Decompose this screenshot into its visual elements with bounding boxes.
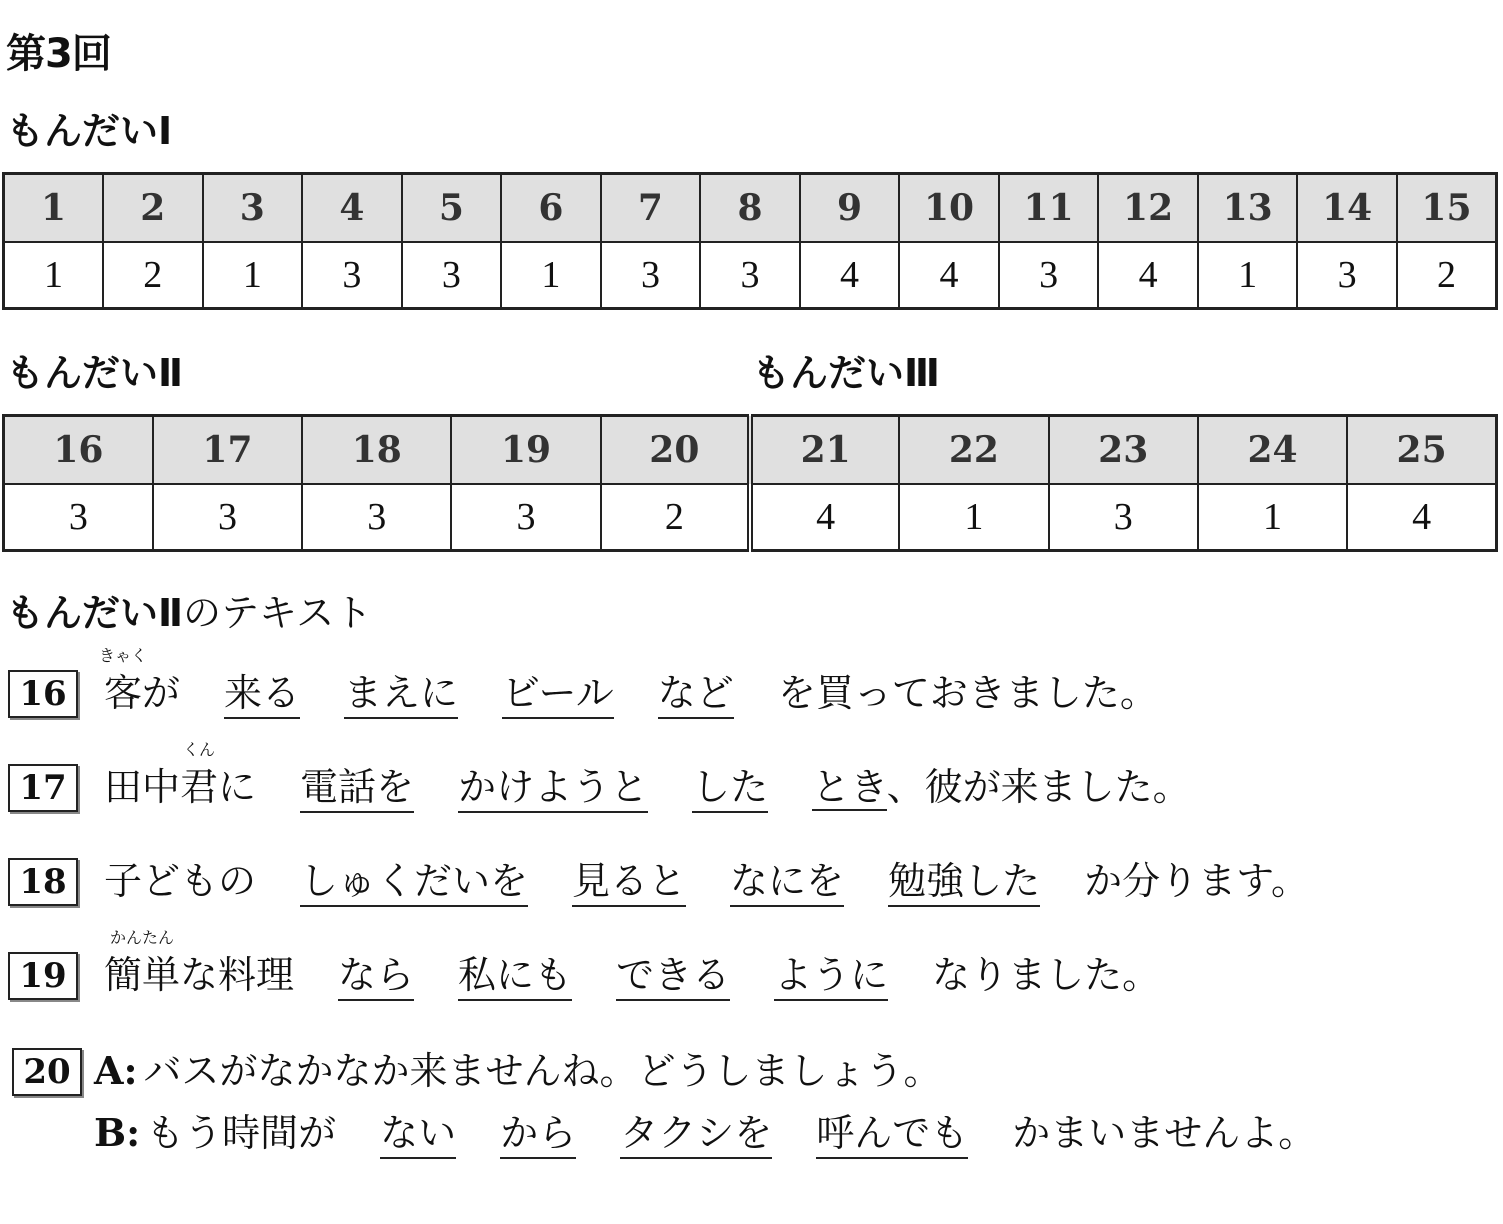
choice-2: 私にも [458, 951, 572, 1001]
answer-cell-5: 3 [402, 242, 502, 309]
answer-cell-4: 3 [451, 484, 600, 551]
question-number-box: 18 [8, 858, 78, 906]
answer-cell-8: 3 [700, 242, 800, 309]
question-number-cell-4: 19 [451, 416, 600, 485]
sentence-tail: か分ります。 [1084, 859, 1310, 903]
question-number-cell-1: 16 [4, 416, 153, 485]
answer-cell-10: 4 [899, 242, 999, 309]
answer-cell-9: 4 [800, 242, 900, 309]
answer-cell-14: 3 [1297, 242, 1397, 309]
choice-3: ビール [502, 669, 614, 719]
text-title-bold: もんだいⅡ [6, 591, 184, 635]
question-number-cell-8: 23 [1049, 416, 1198, 485]
answer-cell-9: 1 [1198, 484, 1347, 551]
ruby [98, 646, 148, 722]
mondai3-title: もんだいⅢ [752, 351, 940, 395]
sentence [104, 852, 1309, 910]
answer-cell-7: 3 [601, 242, 701, 309]
lead-rest: が [142, 671, 181, 715]
question-number-cell-3: 18 [302, 416, 451, 485]
question-number-cell-10: 25 [1347, 416, 1496, 485]
answer-cell-6: 1 [501, 242, 601, 309]
question-number-cell-5: 5 [402, 174, 502, 243]
ruby-base: 客 [104, 671, 143, 715]
question-number-cell-3: 3 [203, 174, 303, 243]
choice-4: とき [812, 765, 887, 809]
choice-3: できる [616, 951, 730, 1001]
sentence-tail: 、彼が来ました。 [886, 765, 1191, 809]
question-number-cell-9: 9 [800, 174, 900, 243]
question-number-cell-2: 2 [103, 174, 203, 243]
mondai1-title: もんだいⅠ [6, 109, 173, 153]
choice-1: 来る [224, 669, 300, 719]
answer-cell-7: 1 [899, 484, 1048, 551]
question-number-cell-6: 6 [501, 174, 601, 243]
choice-4: ように [774, 951, 888, 1001]
choice-2: まえに [344, 669, 458, 719]
answer-cell-3: 3 [302, 484, 451, 551]
answer-cell-6: 4 [750, 484, 899, 551]
question-number-cell-1: 1 [4, 174, 104, 243]
question-number-cell-4: 4 [302, 174, 402, 243]
ruby-base: 君 [180, 765, 219, 809]
choice-3: なにを [730, 857, 844, 907]
choice-4: など [658, 669, 734, 719]
question-number-cell-13: 13 [1198, 174, 1298, 243]
question-number-cell-5: 20 [601, 416, 750, 485]
page-title: 第3回 [6, 31, 111, 77]
answer-cell-5: 2 [601, 484, 750, 551]
choice-1: 電話を [300, 763, 414, 813]
line-a-text: バスがなかなか来ませんね。どうしましょう。 [143, 1049, 942, 1093]
sentence [98, 646, 1158, 722]
question-number-cell-14: 14 [1297, 174, 1397, 243]
mondai2-title: もんだいⅡ [6, 351, 184, 395]
text-section-title [6, 582, 372, 637]
question-number-cell-8: 8 [700, 174, 800, 243]
speaker-a: A: [94, 1048, 138, 1093]
question-number-cell-15: 15 [1397, 174, 1497, 243]
sentence [104, 740, 1191, 816]
lead-rest: な料理 [180, 953, 295, 997]
mondai1-answer-table [2, 172, 1498, 310]
sentence-lead: もう時間が [146, 1111, 337, 1155]
answer-row [4, 242, 1497, 309]
answer-row [4, 484, 1497, 551]
choice-2: から [500, 1109, 576, 1159]
sentence-lead [104, 740, 257, 816]
ruby-reading: くん [183, 740, 216, 759]
question-number-cell-9: 24 [1198, 416, 1347, 485]
ruby [104, 928, 181, 1004]
sentence [104, 928, 1161, 1004]
question-number-row [4, 174, 1497, 243]
question-number-cell-6: 21 [750, 416, 899, 485]
dialogue-line-a [94, 1042, 942, 1100]
sentence-lead: 子どもの [104, 859, 257, 903]
answer-cell-2: 2 [103, 242, 203, 309]
sentence-lead [98, 646, 181, 722]
question-number-box: 16 [8, 670, 78, 718]
choice-4: 勉強した [888, 857, 1040, 907]
answer-cell-12: 4 [1098, 242, 1198, 309]
question-number-box: 17 [8, 764, 78, 812]
answer-cell-2: 3 [153, 484, 302, 551]
answer-cell-3: 1 [203, 242, 303, 309]
question-number-box: 19 [8, 952, 78, 1000]
choice-3: した [692, 763, 768, 813]
choice-2: かけようと [458, 763, 648, 813]
ruby-reading: かんたん [109, 928, 175, 947]
choice-1: なら [338, 951, 414, 1001]
question-number-cell-2: 17 [153, 416, 302, 485]
question-number-cell-7: 7 [601, 174, 701, 243]
sentence-tail: かまいませんよ。 [1012, 1111, 1317, 1155]
lead-pre: 田中 [104, 765, 181, 809]
answer-cell-4: 3 [302, 242, 402, 309]
question-number-row [4, 416, 1497, 485]
answer-cell-1: 3 [4, 484, 153, 551]
ruby-reading: きゃく [98, 646, 148, 665]
text-title-rest: のテキスト [183, 591, 373, 635]
question-number-cell-11: 11 [999, 174, 1099, 243]
question-number-cell-12: 12 [1098, 174, 1198, 243]
answer-cell-1: 1 [4, 242, 104, 309]
ruby [180, 740, 219, 816]
mondai2-3-answer-table [2, 414, 1498, 552]
choice-1: しゅくだいを [300, 857, 528, 907]
speaker-b: B: [94, 1110, 141, 1155]
choice-1: ない [380, 1109, 456, 1159]
answer-cell-11: 3 [999, 242, 1099, 309]
sentence [94, 1104, 1316, 1162]
answer-cell-15: 2 [1397, 242, 1497, 309]
sentence-lead [104, 928, 295, 1004]
answer-cell-10: 4 [1347, 484, 1496, 551]
choice-3: タクシを [620, 1109, 772, 1159]
sentence-tail: を買っておきました。 [777, 671, 1158, 715]
lead-rest: に [218, 765, 257, 809]
answer-cell-13: 1 [1198, 242, 1298, 309]
question-number-box: 20 [12, 1048, 82, 1096]
question-number-cell-7: 22 [899, 416, 1048, 485]
ruby-base: 簡単 [104, 953, 181, 997]
sentence-tail: なりました。 [932, 953, 1161, 997]
choice-4: 呼んでも [816, 1109, 968, 1159]
choice-2: 見ると [572, 857, 686, 907]
answer-cell-8: 3 [1049, 484, 1198, 551]
question-number-cell-10: 10 [899, 174, 999, 243]
